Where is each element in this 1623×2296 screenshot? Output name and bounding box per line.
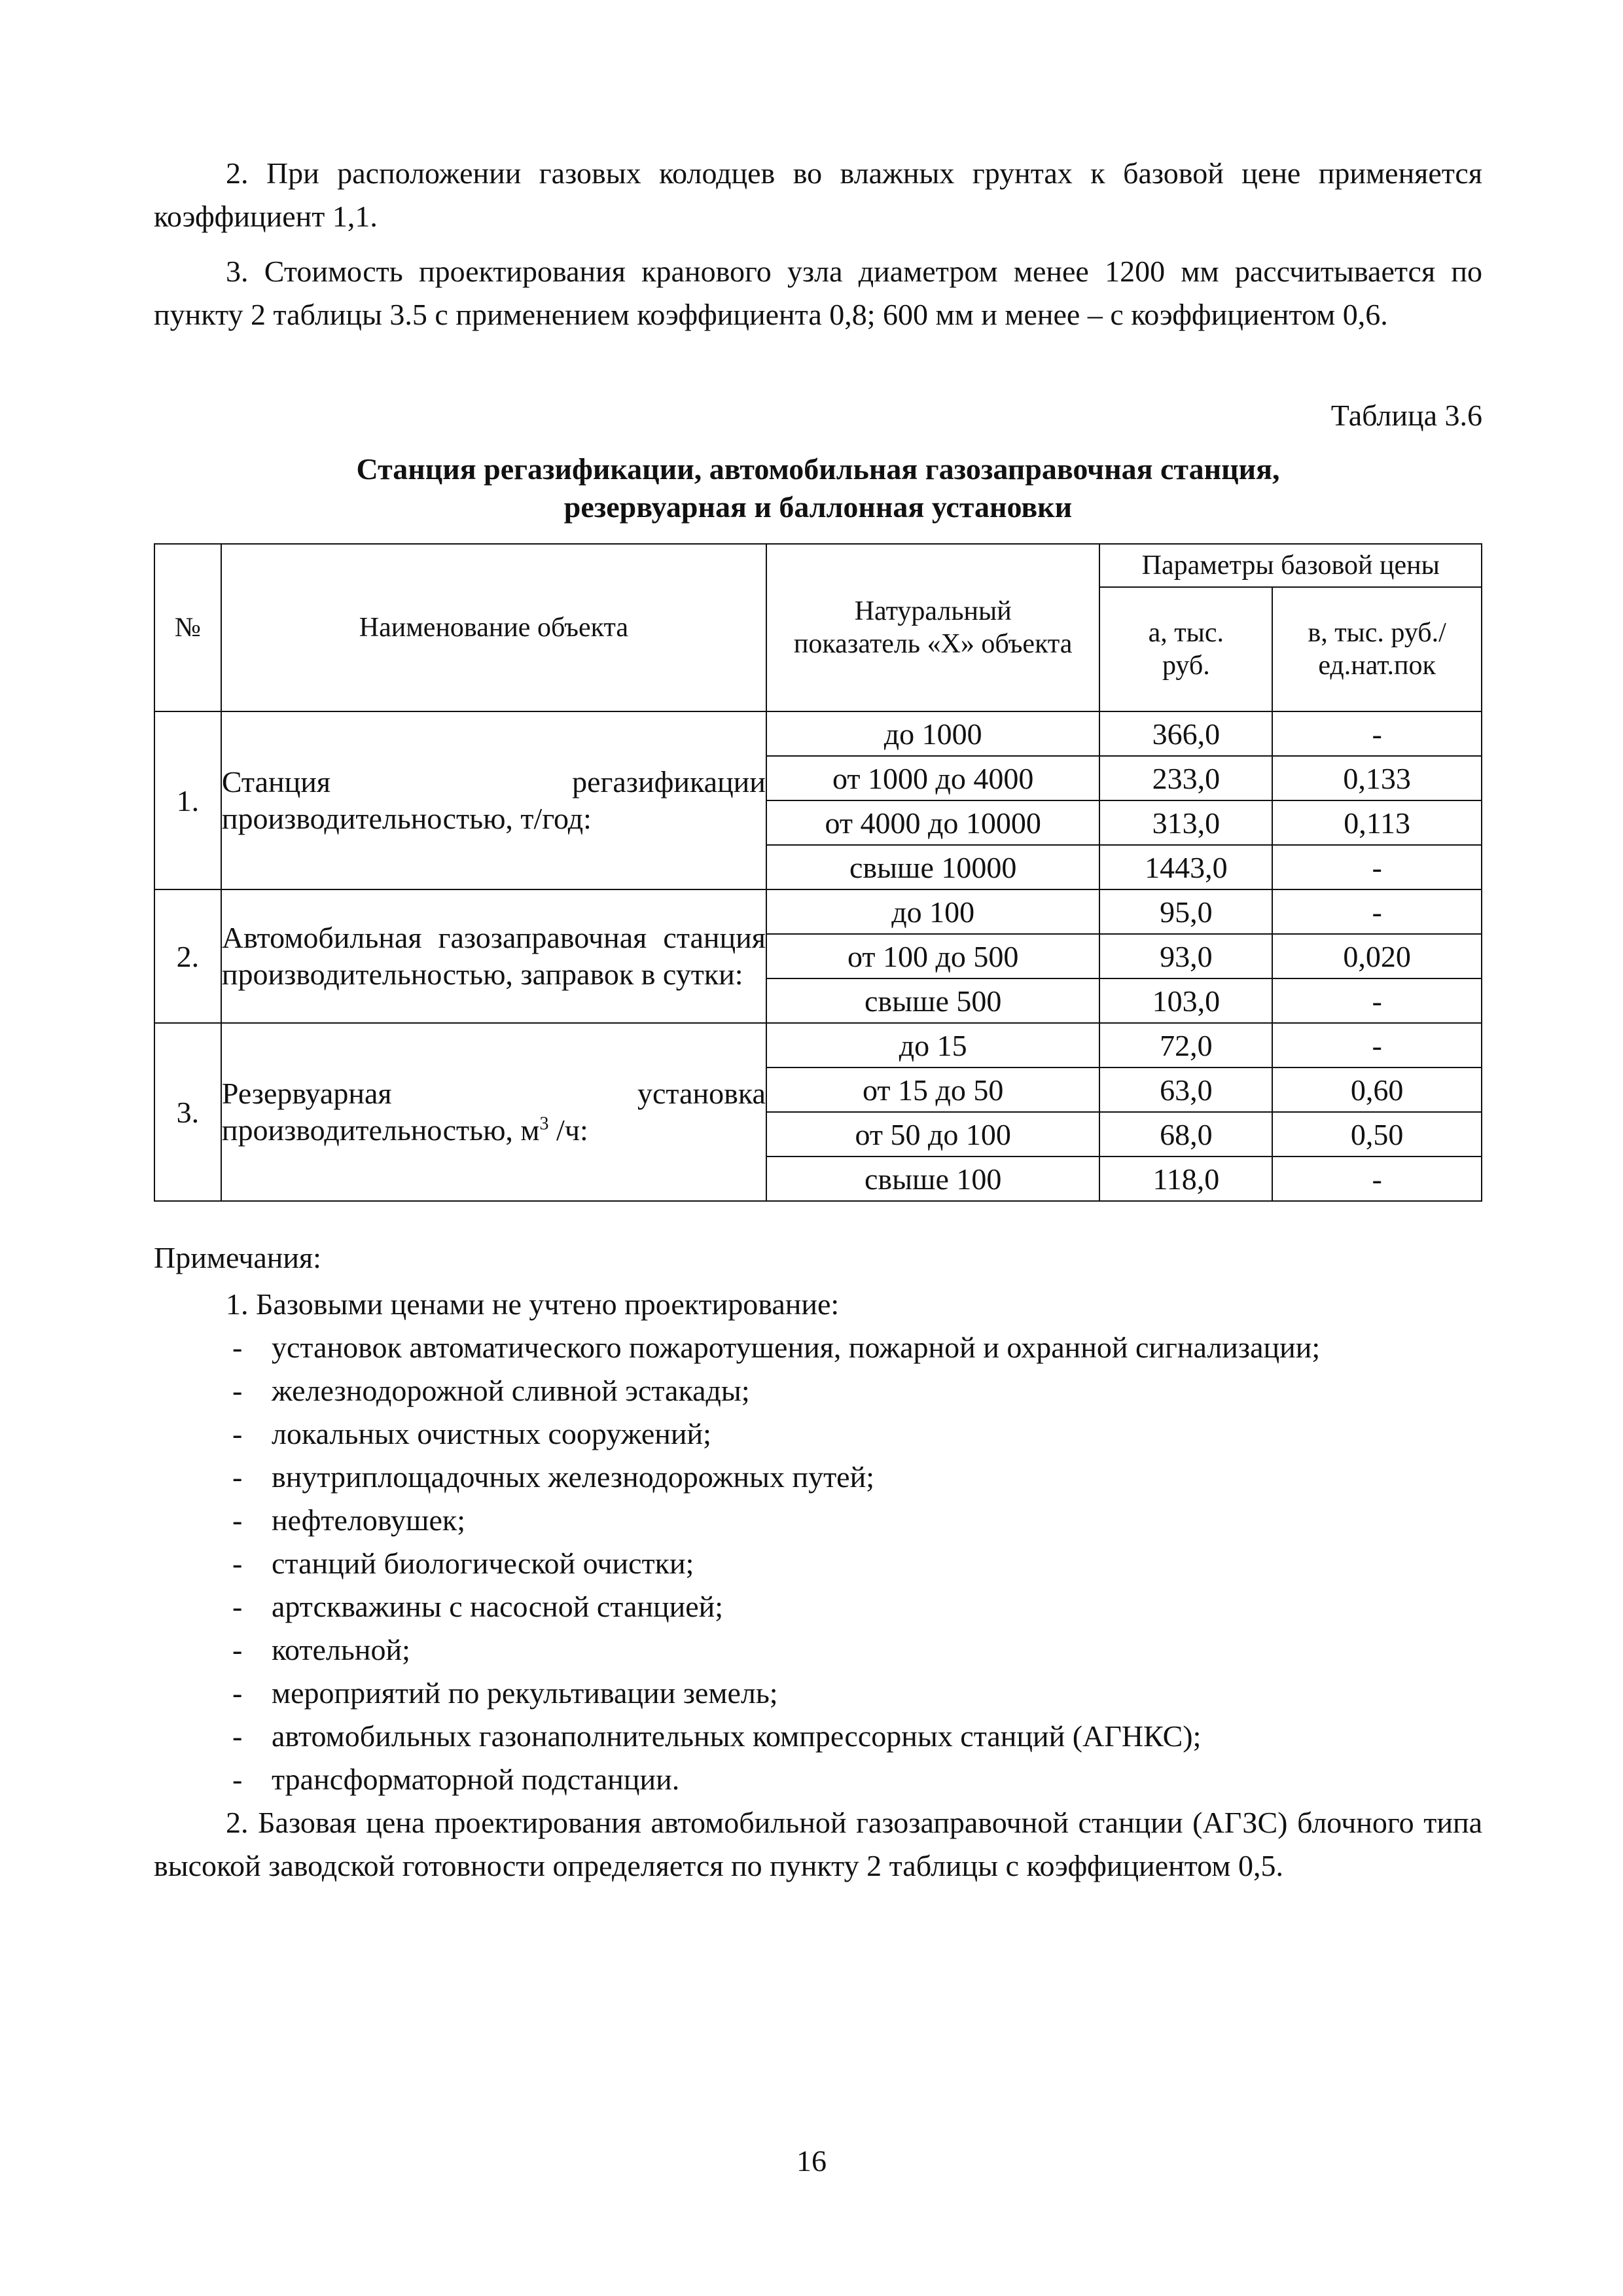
price-b-cell: 0,020 bbox=[1272, 934, 1482, 978]
indicator-cell: до 1000 bbox=[766, 711, 1100, 756]
price-a-cell: 118,0 bbox=[1099, 1157, 1272, 1201]
price-a-cell: 313,0 bbox=[1099, 800, 1272, 845]
row-number: 2. bbox=[154, 889, 221, 1023]
indicator-cell: от 100 до 500 bbox=[766, 934, 1100, 978]
dash-bullet: - bbox=[232, 1417, 243, 1450]
indicator-cell: свыше 10000 bbox=[766, 845, 1100, 889]
list-item-text: локальных очистных сооружений; bbox=[272, 1417, 711, 1450]
price-b-cell: - bbox=[1272, 1157, 1482, 1201]
dash-bullet: - bbox=[232, 1331, 243, 1364]
price-b-cell: - bbox=[1272, 889, 1482, 934]
list-item-text: железнодорожной сливной эстакады; bbox=[272, 1374, 750, 1407]
dash-bullet: - bbox=[232, 1676, 243, 1710]
table-title bbox=[154, 450, 1482, 526]
dash-bullet: - bbox=[232, 1633, 243, 1666]
price-b-cell: 0,60 bbox=[1272, 1067, 1482, 1112]
table-row bbox=[154, 1023, 1482, 1067]
price-b-cell: 0,133 bbox=[1272, 756, 1482, 800]
price-a-cell: 1443,0 bbox=[1099, 845, 1272, 889]
paragraph-3: 3. Стоимость проектирования кранового узла диаметром менее 1200 мм рассчитывается по пункту 2 таблицы 3.5 с применением коэффициента 0,8; 600 мм и менее – с коэффициентом 0,6. bbox=[154, 255, 1482, 331]
object-name: Станция регазификации производительностью, т/год: bbox=[221, 711, 766, 889]
indicator-cell: от 1000 до 4000 bbox=[766, 756, 1100, 800]
indicator-cell: от 15 до 50 bbox=[766, 1067, 1100, 1112]
list-item-text: артскважины с насосной станцией; bbox=[272, 1590, 724, 1623]
price-b-cell: - bbox=[1272, 845, 1482, 889]
list-item-text: нефтеловушек; bbox=[272, 1503, 465, 1537]
list-item bbox=[154, 1672, 1482, 1715]
list-item bbox=[154, 1585, 1482, 1628]
indicator-cell: до 15 bbox=[766, 1023, 1100, 1067]
dash-bullet: - bbox=[232, 1719, 243, 1753]
header-b: в, тыс. руб./ ед.нат.пок bbox=[1272, 587, 1482, 711]
header-indicator: Натуральный показатель «Х» объекта bbox=[766, 544, 1100, 711]
header-params: Параметры базовой цены bbox=[1099, 544, 1482, 587]
dash-bullet: - bbox=[232, 1547, 243, 1580]
table-row bbox=[154, 711, 1482, 756]
list-item bbox=[154, 1628, 1482, 1672]
object-name: Автомобильная газозаправочная станция производительностью, заправок в сутки: bbox=[221, 889, 766, 1023]
list-item bbox=[154, 1542, 1482, 1585]
price-a-cell: 63,0 bbox=[1099, 1067, 1272, 1112]
price-a-cell: 366,0 bbox=[1099, 711, 1272, 756]
paragraph-2: 2. При расположении газовых колодцев во влажных грунтах к базовой цене применяется коэффициент 1,1. bbox=[154, 156, 1482, 233]
price-a-cell: 68,0 bbox=[1099, 1112, 1272, 1157]
list-item bbox=[154, 1456, 1482, 1499]
indicator-cell: до 100 bbox=[766, 889, 1100, 934]
dash-bullet: - bbox=[232, 1503, 243, 1537]
page-number: 16 bbox=[796, 2144, 827, 2178]
notes-block bbox=[154, 1283, 1482, 1888]
list-item-text: мероприятий по рекультивации земель; bbox=[272, 1676, 778, 1710]
notes-heading: Примечания: bbox=[154, 1241, 321, 1274]
table-label: Таблица 3.6 bbox=[1330, 399, 1482, 432]
price-b-cell: - bbox=[1272, 711, 1482, 756]
price-b-cell: - bbox=[1272, 1023, 1482, 1067]
header-a: а, тыс. руб. bbox=[1099, 587, 1272, 711]
list-item-text: установок автоматического пожаротушения, пожарной и охранной сигнализации; bbox=[272, 1331, 1321, 1364]
list-item-text: станций биологической очистки; bbox=[272, 1547, 694, 1580]
price-a-cell: 103,0 bbox=[1099, 978, 1272, 1023]
price-b-cell: 0,50 bbox=[1272, 1112, 1482, 1157]
price-a-cell: 233,0 bbox=[1099, 756, 1272, 800]
list-item-text: трансформаторной подстанции. bbox=[272, 1763, 680, 1796]
note-2: 2. Базовая цена проектирования автомобильной газозаправочной станции (АГЗС) блочного типа высокой заводской готовности определяется по пункту 2 таблицы с коэффициентом 0,5. bbox=[154, 1806, 1482, 1882]
superscript: 3 bbox=[539, 1113, 549, 1134]
list-item bbox=[154, 1499, 1482, 1542]
indicator-cell: от 50 до 100 bbox=[766, 1112, 1100, 1157]
object-name-unit: /ч: bbox=[548, 1113, 588, 1147]
list-item bbox=[154, 1326, 1482, 1369]
object-name-text: Резервуарная установка производительностью, м bbox=[221, 1077, 766, 1147]
header-name: Наименование объекта bbox=[221, 544, 766, 711]
list-item-text: котельной; bbox=[272, 1633, 410, 1666]
header-no: № bbox=[154, 544, 221, 711]
dash-bullet: - bbox=[232, 1460, 243, 1494]
object-name bbox=[221, 1023, 766, 1201]
list-item bbox=[154, 1412, 1482, 1456]
list-item bbox=[154, 1715, 1482, 1758]
dash-bullet: - bbox=[232, 1590, 243, 1623]
price-a-cell: 93,0 bbox=[1099, 934, 1272, 978]
price-table bbox=[154, 543, 1482, 1202]
row-number: 3. bbox=[154, 1023, 221, 1201]
price-a-cell: 72,0 bbox=[1099, 1023, 1272, 1067]
table-title-line-1: Станция регазификации, автомобильная газозаправочная станция, bbox=[356, 452, 1280, 486]
indicator-cell: свыше 500 bbox=[766, 978, 1100, 1023]
dash-bullet: - bbox=[232, 1374, 243, 1407]
dash-bullet: - bbox=[232, 1763, 243, 1796]
price-b-cell: 0,113 bbox=[1272, 800, 1482, 845]
price-b-cell: - bbox=[1272, 978, 1482, 1023]
table-title-line-2: резервуарная и баллонная установки bbox=[563, 490, 1073, 524]
note-1: 1. Базовыми ценами не учтено проектирование: bbox=[226, 1287, 840, 1321]
table-row bbox=[154, 889, 1482, 934]
list-item bbox=[154, 1369, 1482, 1412]
list-item bbox=[154, 1758, 1482, 1801]
list-item-text: автомобильных газонаполнительных компрессорных станций (АГНКС); bbox=[272, 1719, 1202, 1753]
list-item-text: внутриплощадочных железнодорожных путей; bbox=[272, 1460, 874, 1494]
indicator-cell: свыше 100 bbox=[766, 1157, 1100, 1201]
price-a-cell: 95,0 bbox=[1099, 889, 1272, 934]
row-number: 1. bbox=[154, 711, 221, 889]
indicator-cell: от 4000 до 10000 bbox=[766, 800, 1100, 845]
